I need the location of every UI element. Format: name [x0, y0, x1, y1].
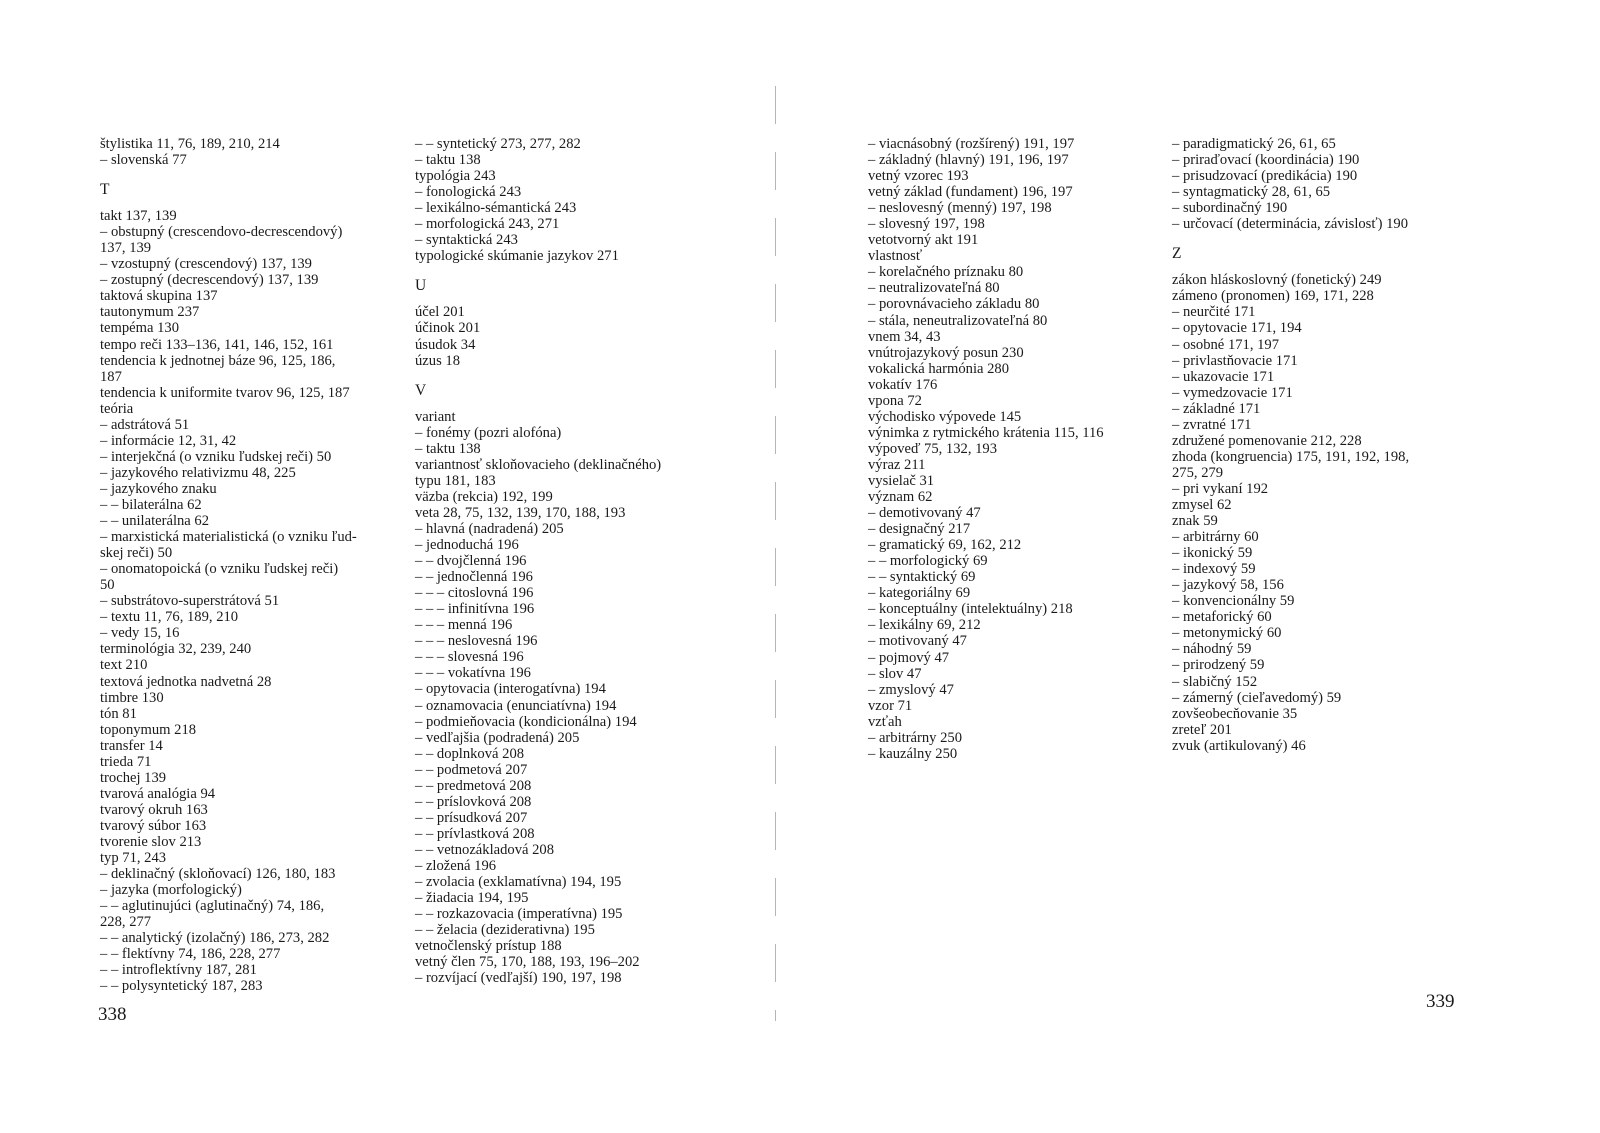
index-entry: – – dvojčlenná 196: [415, 553, 527, 570]
index-entry: – zmyslový 47: [868, 681, 954, 698]
index-entry: typologické skúmanie jazykov 271: [415, 248, 619, 265]
index-entry: – jazykového relativizmu 48, 225: [100, 464, 296, 481]
index-entry: tón 81: [100, 705, 137, 722]
index-entry: znak 59: [1172, 513, 1218, 530]
page-number: 338: [98, 1004, 127, 1025]
index-entry: – – predmetová 208: [415, 777, 532, 794]
index-entry: – – unilaterálna 62: [100, 513, 210, 530]
index-entry: – lexikálno-sémantická 243: [415, 200, 577, 217]
index-entry: takt 137, 139: [100, 208, 177, 225]
index-entry: tvarová analógia 94: [100, 785, 216, 802]
index-entry: – zámerný (cieľavedomý) 59: [1172, 689, 1342, 706]
index-entry: trieda 71: [100, 753, 152, 770]
index-entry: – oznamovacia (enunciatívna) 194: [415, 697, 617, 714]
index-entry: – žiadacia 194, 195: [415, 890, 529, 907]
index-entry: tvarový okruh 163: [100, 801, 208, 818]
index-entry: – – morfologický 69: [868, 553, 988, 570]
index-entry: – syntaktická 243: [415, 232, 518, 249]
index-entry: – – polysyntetický 187, 283: [100, 978, 263, 995]
index-entry: textová jednotka nadvetná 28: [100, 673, 272, 690]
index-entry: 137, 139: [100, 240, 152, 257]
index-entry: – – introflektívny 187, 281: [100, 962, 257, 979]
index-entry: – – podmetová 207: [415, 761, 528, 778]
index-entry: – paradigmatický 26, 61, 65: [1172, 136, 1336, 152]
index-entry: – subordinačný 190: [1172, 200, 1288, 217]
page-gutter: [775, 86, 776, 1021]
index-entry: – – prísudková 207: [415, 809, 528, 826]
index-entry: – základný (hlavný) 191, 196, 197: [868, 152, 1069, 169]
index-entry: – – syntetický 273, 277, 282: [415, 136, 581, 152]
index-entry: – demotivovaný 47: [868, 505, 981, 522]
index-entry: – syntagmatický 28, 61, 65: [1172, 184, 1331, 201]
page-number: 339: [1426, 991, 1455, 1012]
index-entry: – vymedzovacie 171: [1172, 384, 1293, 401]
index-entry: – fonologická 243: [415, 184, 522, 201]
index-entry: – – flektívny 74, 186, 228, 277: [100, 946, 281, 963]
index-entry: zreteľ 201: [1172, 721, 1232, 738]
index-entry: výnimka z rytmického krátenia 115, 116: [868, 424, 1104, 441]
index-entry: východisko výpovede 145: [868, 408, 1022, 425]
index-entry: – designačný 217: [868, 521, 971, 538]
index-entry: – vedy 15, 16: [100, 625, 180, 642]
index-entry: vetný vzorec 193: [868, 168, 969, 185]
index-entry: – priraďovací (koordinácia) 190: [1172, 152, 1360, 169]
index-entry: – arbitrárny 250: [868, 729, 963, 746]
index-section-letter: V: [415, 381, 427, 399]
index-entry: – neslovesný (menný) 197, 198: [868, 200, 1052, 217]
index-entry: vnem 34, 43: [868, 328, 941, 345]
index-entry: toponymum 218: [100, 721, 197, 738]
index-column-4: [1172, 136, 1472, 754]
index-entry: – slabičný 152: [1172, 673, 1258, 690]
index-entry: – morfologická 243, 271: [415, 216, 560, 233]
index-section-letter: Z: [1172, 245, 1182, 263]
index-entry: typológia 243: [415, 168, 496, 185]
index-entry: zákon hláskoslovný (fonetický) 249: [1172, 272, 1382, 289]
index-entry: – neurčité 171: [1172, 304, 1256, 321]
index-entry: – základné 171: [1172, 400, 1261, 417]
index-entry: združené pomenovanie 212, 228: [1172, 432, 1362, 449]
index-entry: účinok 201: [415, 320, 481, 337]
index-entry: – prirodzený 59: [1172, 657, 1265, 674]
index-entry: účel 201: [415, 304, 465, 321]
index-column-1: [100, 136, 392, 994]
index-entry: – – jednočlenná 196: [415, 569, 533, 586]
index-entry: – lexikálny 69, 212: [868, 617, 981, 634]
index-entry: tempéma 130: [100, 320, 180, 337]
index-entry: – zvratné 171: [1172, 416, 1252, 433]
index-entry: – – želacia (deziderativna) 195: [415, 922, 595, 939]
index-entry: – – – infinitívna 196: [415, 601, 535, 618]
index-entry: – kategoriálny 69: [868, 585, 971, 602]
index-entry: – jazyka (morfologický): [100, 882, 242, 899]
index-entry: – marxistická materialistická (o vzniku ľud-: [100, 529, 357, 546]
index-entry: – – – neslovesná 196: [415, 633, 538, 650]
index-entry: – arbitrárny 60: [1172, 529, 1259, 546]
index-entry: vysielač 31: [868, 472, 935, 489]
index-entry: – privlastňovacie 171: [1172, 352, 1298, 369]
index-entry: – vzostupný (crescendový) 137, 139: [100, 256, 312, 273]
index-entry: väzba (rekcia) 192, 199: [415, 488, 553, 505]
index-entry: tautonymum 237: [100, 304, 200, 321]
index-entry: – – príslovková 208: [415, 793, 532, 810]
index-entry: text 210: [100, 657, 148, 674]
index-entry: – opytovacie 171, 194: [1172, 320, 1302, 337]
index-entry: vetotvorný akt 191: [868, 232, 979, 249]
index-entry: – metonymický 60: [1172, 625, 1282, 642]
index-entry: – taktu 138: [415, 440, 481, 457]
index-entry: – osobné 171, 197: [1172, 336, 1280, 353]
index-entry: – slovesný 197, 198: [868, 216, 985, 233]
index-entry: – textu 11, 76, 189, 210: [100, 609, 239, 626]
index-entry: – viacnásobný (rozšírený) 191, 197: [868, 136, 1075, 152]
index-entry: 228, 277: [100, 914, 152, 931]
index-entry: – náhodný 59: [1172, 641, 1252, 658]
index-entry: variantnosť skloňovacieho (deklinačného): [415, 456, 662, 473]
index-entry: – – doplnková 208: [415, 745, 525, 762]
index-entry: tendencia k uniformite tvarov 96, 125, 187: [100, 384, 350, 401]
index-entry: – metaforický 60: [1172, 609, 1272, 626]
index-entry: – korelačného príznaku 80: [868, 264, 1024, 281]
index-entry: – zostupný (decrescendový) 137, 139: [100, 272, 319, 289]
index-entry: vetnočlenský prístup 188: [415, 938, 562, 955]
index-entry: – hlavná (nadradená) 205: [415, 520, 564, 537]
index-entry: – zvolacia (exklamatívna) 194, 195: [415, 874, 622, 891]
index-entry: zhoda (kongruencia) 175, 191, 192, 198,: [1172, 448, 1410, 465]
index-entry: – – syntaktický 69: [868, 569, 976, 586]
index-entry: vnútrojazykový posun 230: [868, 344, 1024, 361]
index-entry: 50: [100, 577, 115, 594]
index-entry: – motivovaný 47: [868, 633, 967, 650]
index-entry: vetný základ (fundament) 196, 197: [868, 184, 1073, 201]
index-column-3: [868, 136, 1143, 762]
index-entry: 187: [100, 368, 122, 385]
index-entry: – porovnávacieho základu 80: [868, 296, 1040, 313]
index-entry: – fonémy (pozri alofóna): [415, 424, 562, 441]
index-entry: vlastnosť: [868, 248, 923, 265]
index-entry: – obstupný (crescendovo-decrescendový): [100, 224, 343, 241]
index-entry: – slov 47: [868, 665, 922, 682]
index-entry: – – prívlastková 208: [415, 825, 535, 842]
index-entry: – zložená 196: [415, 857, 497, 874]
index-entry: – stála, neneutralizovateľná 80: [868, 312, 1048, 329]
index-entry: – indexový 59: [1172, 561, 1256, 578]
index-entry: zámeno (pronomen) 169, 171, 228: [1172, 288, 1374, 305]
index-entry: štylistika 11, 76, 189, 210, 214: [100, 136, 280, 152]
index-entry: skej reči) 50: [100, 545, 173, 562]
index-entry: trochej 139: [100, 769, 167, 786]
index-entry: – interjekčná (o vzniku ľudskej reči) 50: [100, 448, 332, 465]
index-entry: – informácie 12, 31, 42: [100, 432, 237, 449]
index-entry: – taktu 138: [415, 152, 481, 169]
index-entry: výpoveď 75, 132, 193: [868, 440, 998, 457]
index-entry: – onomatopoická (o vzniku ľudskej reči): [100, 561, 339, 578]
index-entry: – – analytický (izolačný) 186, 273, 282: [100, 930, 330, 947]
index-entry: vokalická harmónia 280: [868, 360, 1010, 377]
index-entry: – prisudzovací (predikácia) 190: [1172, 168, 1358, 185]
index-entry: – jednoduchá 196: [415, 537, 519, 554]
index-entry: – jazykový 58, 156: [1172, 577, 1284, 594]
index-entry: taktová skupina 137: [100, 288, 218, 305]
index-entry: – – bilaterálna 62: [100, 496, 202, 513]
index-entry: veta 28, 75, 132, 139, 170, 188, 193: [415, 504, 626, 521]
index-entry: úsudok 34: [415, 336, 476, 353]
index-entry: 275, 279: [1172, 464, 1224, 481]
index-entry: – opytovacia (interogatívna) 194: [415, 681, 606, 698]
index-entry: – – rozkazovacia (imperatívna) 195: [415, 906, 623, 923]
index-section-letter: U: [415, 277, 427, 295]
index-entry: – – vetnozákladová 208: [415, 841, 555, 858]
index-entry: vzor 71: [868, 697, 913, 714]
index-entry: – kauzálny 250: [868, 745, 958, 762]
index-entry: výraz 211: [868, 456, 926, 473]
index-entry: – – – slovesná 196: [415, 649, 524, 666]
index-entry: – rozvíjací (vedľajší) 190, 197, 198: [415, 970, 622, 987]
index-entry: – adstrátová 51: [100, 416, 190, 433]
index-column-2: [415, 136, 707, 986]
index-entry: – ikonický 59: [1172, 545, 1253, 562]
index-entry: – deklinačný (skloňovací) 126, 180, 183: [100, 866, 336, 883]
index-entry: – konvencionálny 59: [1172, 593, 1295, 610]
index-entry: – vedľajšia (podradená) 205: [415, 729, 580, 746]
index-entry: – slovenská 77: [100, 152, 187, 169]
index-entry: tvorenie slov 213: [100, 833, 202, 850]
index-entry: – – – menná 196: [415, 617, 513, 634]
index-section-letter: T: [100, 181, 110, 199]
index-entry: typu 181, 183: [415, 472, 496, 489]
index-entry: vpona 72: [868, 392, 922, 409]
index-entry: vokatív 176: [868, 376, 938, 393]
index-entry: transfer 14: [100, 737, 163, 754]
index-entry: význam 62: [868, 489, 933, 506]
index-entry: – – – vokatívna 196: [415, 665, 531, 682]
index-entry: – substrátovo-superstrátová 51: [100, 593, 280, 610]
index-entry: typ 71, 243: [100, 850, 167, 867]
index-entry: tvarový súbor 163: [100, 817, 207, 834]
index-entry: vetný člen 75, 170, 188, 193, 196–202: [415, 954, 640, 971]
index-entry: vzťah: [868, 713, 902, 730]
index-entry: tempo reči 133–136, 141, 146, 152, 161: [100, 336, 334, 353]
index-entry: – gramatický 69, 162, 212: [868, 537, 1022, 554]
index-entry: zvuk (artikulovaný) 46: [1172, 737, 1306, 754]
index-entry: – pri vykaní 192: [1172, 480, 1269, 497]
index-entry: úzus 18: [415, 352, 460, 369]
index-entry: – podmieňovacia (kondicionálna) 194: [415, 713, 637, 730]
index-entry: – konceptuálny (intelektuálny) 218: [868, 601, 1073, 618]
right-page: [800, 0, 1600, 1133]
index-entry: terminológia 32, 239, 240: [100, 641, 252, 658]
index-entry: – – – citoslovná 196: [415, 585, 534, 602]
index-entry: timbre 130: [100, 689, 164, 706]
index-entry: tendencia k jednotnej báze 96, 125, 186,: [100, 352, 336, 369]
index-entry: – ukazovacie 171: [1172, 368, 1275, 385]
index-entry: teória: [100, 400, 134, 417]
index-entry: – pojmový 47: [868, 649, 950, 666]
index-entry: – neutralizovateľná 80: [868, 280, 1000, 297]
index-entry: zmysel 62: [1172, 496, 1232, 513]
index-entry: – určovací (determinácia, závislosť) 190: [1172, 216, 1408, 233]
index-entry: – – aglutinujúci (aglutinačný) 74, 186,: [100, 898, 325, 915]
index-entry: – jazykového znaku: [100, 480, 217, 497]
index-entry: variant: [415, 408, 456, 425]
index-entry: zovšeobecňovanie 35: [1172, 705, 1298, 722]
